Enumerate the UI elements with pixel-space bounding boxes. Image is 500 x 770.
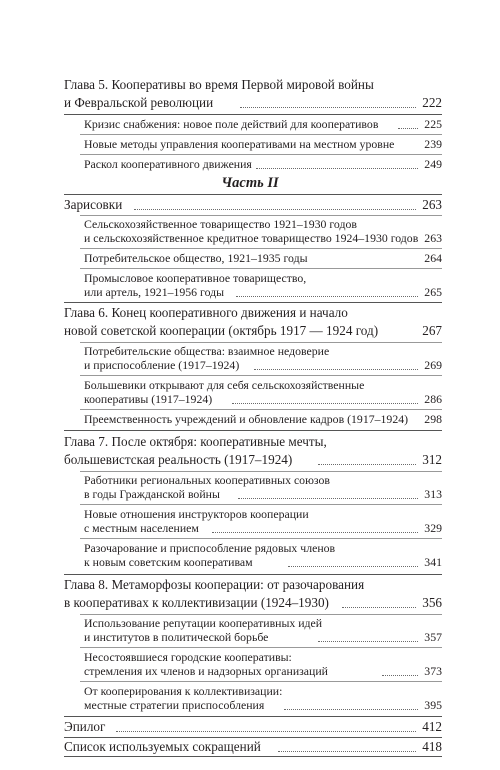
subentry-divider xyxy=(80,681,442,682)
section-divider xyxy=(64,756,442,757)
subentry-divider xyxy=(80,248,442,249)
section-divider xyxy=(64,737,442,738)
subentry-divider xyxy=(80,538,442,539)
leader-dots xyxy=(240,107,416,108)
subentry-title: Потребительское общество, 1921–1935 годы xyxy=(84,251,308,265)
page-number: 312 xyxy=(422,452,442,467)
leader-dots xyxy=(256,168,418,169)
subentry-title-line2: к новым советским кооперативам xyxy=(84,555,253,569)
leader-dots xyxy=(232,403,418,404)
page-number: 298 xyxy=(424,412,442,426)
subentry-title-line1: Использование репутации кооперативных идей xyxy=(84,616,323,630)
subentry-title-line1: Разочарование и приспособление рядовых членов xyxy=(84,541,336,555)
leader-dots xyxy=(278,751,416,752)
section-title: Эпилог xyxy=(64,719,106,734)
leader-dots xyxy=(236,296,418,297)
subentry-title-line1: Сельскохозяйственное товарищество 1921–1930 годов xyxy=(84,217,357,231)
section-divider xyxy=(64,114,442,115)
subentry-divider xyxy=(80,342,442,343)
section-divider xyxy=(64,194,442,195)
section-title: Список используемых сокращений xyxy=(64,739,261,754)
subentry-title-line1: Новые отношения инструкторов кооперации xyxy=(84,507,309,521)
subentry-title-line1: Работники региональных кооперативных союзов xyxy=(84,473,330,487)
page-number: 269 xyxy=(424,358,442,372)
chapter-title-line2: в кооперативах к коллективизации (1924–1930) xyxy=(64,595,329,610)
leader-dots xyxy=(318,464,416,465)
page-number: 286 xyxy=(424,392,442,406)
subentry-divider xyxy=(80,154,442,155)
subentry-divider xyxy=(80,215,442,216)
leader-dots xyxy=(134,209,416,210)
subentry-title: Преемственность учреждений и обновление кадров (1917–1924) xyxy=(84,412,409,426)
subentry-title-line2: в годы Гражданской войны xyxy=(84,487,220,501)
page-number: 225 xyxy=(424,117,442,131)
subentry-title-line2: и сельскохозяйственное кредитное товарищество 1924–1930 годов xyxy=(84,231,419,245)
chapter-title-line1: Глава 8. Метаморфозы кооперации: от разочарования xyxy=(64,577,365,592)
page-number: 267 xyxy=(422,323,442,338)
leader-dots xyxy=(398,128,418,129)
subentry-divider xyxy=(80,504,442,505)
section-divider xyxy=(64,574,442,575)
leader-dots xyxy=(238,498,418,499)
subentry-divider xyxy=(80,409,442,410)
chapter-title-line1: Глава 6. Конец кооперативного движения и начало xyxy=(64,305,348,320)
page-number: 395 xyxy=(424,698,442,712)
page-number: 341 xyxy=(424,555,442,569)
subentry-title-line2: стремления их членов и надзорных организаций xyxy=(84,664,328,678)
section-title: Зарисовки xyxy=(64,197,123,212)
subentry-divider xyxy=(80,647,442,648)
subentry-divider xyxy=(80,134,442,135)
chapter-title-line2: новой советской кооперации (октябрь 1917 — 1924 год) xyxy=(64,323,379,338)
page-number: 263 xyxy=(422,197,442,212)
section-divider xyxy=(64,302,442,303)
page-number: 356 xyxy=(422,595,442,610)
subentry-title-line2: с местным населением xyxy=(84,521,199,535)
subentry-divider xyxy=(80,268,442,269)
page-number: 373 xyxy=(424,664,442,678)
page-number: 357 xyxy=(424,630,442,644)
subentry-divider xyxy=(80,471,442,472)
subentry-title-line1: Несостоявшиеся городские кооперативы: xyxy=(84,650,292,664)
subentry-divider xyxy=(80,614,442,615)
chapter-title-line2: большевистская реальность (1917–1924) xyxy=(64,452,293,467)
page-number: 222 xyxy=(422,95,442,110)
page-number: 313 xyxy=(424,487,442,501)
leader-dots xyxy=(288,566,418,567)
chapter-title-line2: и Февральской революции xyxy=(64,95,214,110)
page-number: 329 xyxy=(424,521,442,535)
page-number: 412 xyxy=(422,719,442,734)
subentry-divider xyxy=(80,375,442,376)
leader-dots xyxy=(382,675,418,676)
chapter-title-line1: Глава 7. После октября: кооперативные мечты, xyxy=(64,434,327,449)
page-number: 239 xyxy=(424,137,442,151)
subentry-title-line2: местные стратегии приспособления xyxy=(84,698,265,712)
subentry-title-line1: Потребительские общества: взаимное недоверие xyxy=(84,344,330,358)
leader-dots xyxy=(342,607,416,608)
subentry-title-line2: и приспособление (1917–1924) xyxy=(84,358,240,372)
subentry-title: Кризис снабжения: новое поле действий для кооперативов xyxy=(84,117,379,131)
subentry-title-line2: кооперативы (1917–1924) xyxy=(84,392,213,406)
page-number: 264 xyxy=(424,251,442,265)
leader-dots xyxy=(318,641,418,642)
subentry-title-line2: или артель, 1921–1956 годы xyxy=(84,285,225,299)
subentry-title-line1: От кооперирования к коллективизации: xyxy=(84,684,283,698)
subentry-title-line1: Промысловое кооперативное товарищество, xyxy=(84,271,307,285)
part-heading: Часть II xyxy=(221,175,279,191)
section-divider xyxy=(64,430,442,431)
page-number: 249 xyxy=(424,157,442,171)
leader-dots xyxy=(116,731,416,732)
subentry-title-line2: и институтов в политической борьбе xyxy=(84,630,269,644)
subentry-title-line1: Большевики открывают для себя сельскохозяйственные xyxy=(84,378,365,392)
leader-dots xyxy=(284,709,418,710)
page-number: 418 xyxy=(422,739,442,754)
subentry-title: Новые методы управления кооперативами на местном уровне xyxy=(84,137,395,151)
chapter-title-line1: Глава 5. Кооперативы во время Первой мировой войны xyxy=(64,77,374,92)
leader-dots xyxy=(254,369,418,370)
page-number: 265 xyxy=(424,285,442,299)
section-divider xyxy=(64,716,442,717)
subentry-title: Раскол кооперативного движения xyxy=(84,157,252,171)
page-number: 263 xyxy=(424,231,442,245)
leader-dots xyxy=(212,532,418,533)
